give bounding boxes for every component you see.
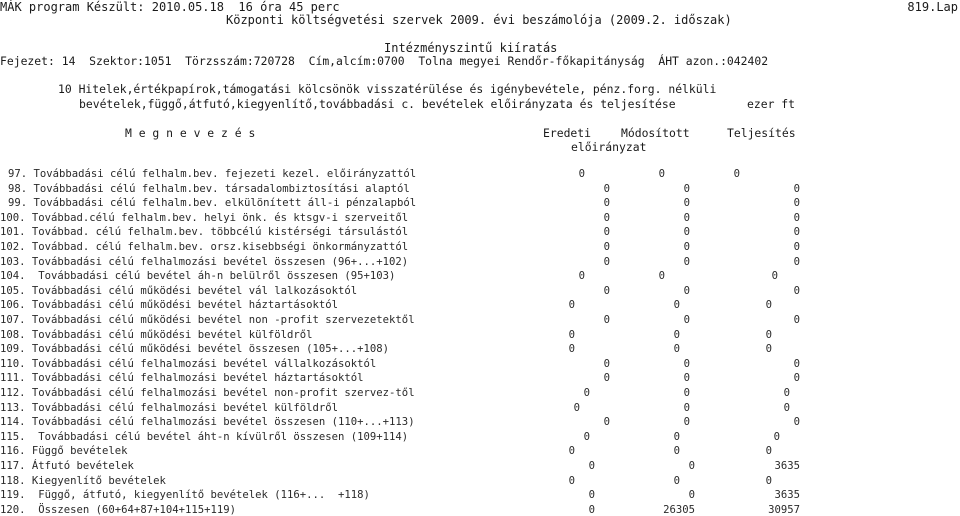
row-modified-value: 0 [683, 255, 690, 268]
row-performance-value: 30957 [768, 503, 800, 516]
table-row [0, 460, 960, 472]
identifiers-line: Fejezet: 14 Szektor:1051 Törzsszám:720728 Cím,alcím:0700 Tolna megyei Rendőr-főkapitányság ÁHT azon.:042402 [0, 54, 769, 68]
table-row [0, 299, 960, 311]
row-original-value: 0 [603, 226, 610, 239]
row-label: 102. Továbbad. célú felhalm.bev. orsz.kisebbségi önkormányzattól [0, 241, 409, 253]
row-original-value: 0 [588, 489, 595, 502]
table-row [0, 183, 960, 195]
table-row [0, 314, 960, 326]
page-number: 819.Lap [907, 0, 958, 14]
row-original-value: 0 [603, 255, 610, 268]
row-performance-value: 0 [765, 445, 772, 458]
row-original-value: 0 [578, 270, 585, 283]
row-label: 108. Továbbadási célú működési bevétel külföldről [0, 328, 313, 341]
row-label: 103. Továbbadási célú felhalmozási bevétel összesen (96+...+102) [0, 255, 409, 268]
row-label: 105. Továbbadási célú működési bevétel vál lalkozásoktól [0, 284, 358, 297]
row-original-value: 0 [603, 416, 610, 429]
row-performance-value: 0 [783, 387, 790, 399]
row-performance-value: 0 [765, 474, 772, 487]
table-row [0, 402, 960, 414]
row-modified-value: 0 [688, 489, 695, 502]
table-row [0, 504, 960, 516]
table-row [0, 358, 960, 370]
table-row [0, 372, 960, 384]
row-label: 115. Továbbadási célú bevétel áht-n kívülről összesen (109+114) [0, 430, 409, 443]
row-label: 116. Függő bevételek [0, 445, 128, 458]
table-row [0, 445, 960, 457]
row-performance-value: 3635 [774, 489, 800, 502]
row-label: 106. Továbbadási célú működési bevétel háztartásoktól [0, 299, 339, 312]
table-row [0, 212, 960, 224]
row-modified-value: 0 [658, 168, 665, 180]
row-modified-value: 0 [673, 430, 680, 443]
table-row [0, 431, 960, 443]
row-label: 120. Összesen (60+64+87+104+115+119) [0, 503, 236, 516]
table-row [0, 416, 960, 428]
table-row [0, 343, 960, 355]
row-original-value: 0 [603, 284, 610, 297]
row-label: 119. Függő, átfutó, kiegyenlítő bevételek (116+... +118) [0, 489, 370, 502]
row-original-value: 0 [583, 430, 590, 443]
row-original-value: 0 [568, 343, 575, 356]
row-label: 107. Továbbadási célú működési bevétel non -profit szervezetektől [0, 314, 415, 326]
row-modified-value: 0 [683, 387, 690, 399]
table-row [0, 197, 960, 209]
row-label: 98. Továbbadási célú felhalm.bev. társadalombiztosítási alaptól [8, 182, 410, 195]
row-original-value: 0 [573, 401, 580, 414]
row-original-value: 0 [583, 387, 590, 399]
table-row [0, 285, 960, 297]
row-original-value: 0 [603, 241, 610, 253]
table-title-line1: 10 Hitelek,értékpapírok,támogatási kölcsönök visszatérülése és igénybevétele, pénz.forg. nélküli [58, 82, 717, 96]
table-title-line2: bevételek,függő,átfutó,kiegyenlítő,továbbadási c. bevételek előirányzata és teljesítése [79, 97, 676, 111]
row-performance-value: 0 [793, 372, 800, 385]
row-modified-value: 0 [683, 182, 690, 195]
row-modified-value: 26305 [663, 503, 695, 516]
row-modified-value: 0 [683, 416, 690, 429]
table-row [0, 270, 960, 282]
row-performance-value: 0 [783, 401, 790, 414]
column-header-performance: Teljesítés [727, 126, 796, 140]
row-label: 110. Továbbadási célú felhalmozási bevétel vállalkozásoktól [0, 357, 377, 370]
report-subtitle: Központi költségvetési szervek 2009. évi beszámolója (2009.2. időszak) [226, 13, 732, 27]
row-performance-value: 0 [765, 299, 772, 312]
row-modified-value: 0 [683, 357, 690, 370]
row-performance-value: 0 [793, 255, 800, 268]
row-modified-value: 0 [673, 445, 680, 458]
row-original-value: 0 [588, 503, 595, 516]
row-performance-value: 0 [793, 314, 800, 326]
row-modified-value: 0 [688, 460, 695, 472]
row-performance-value: 0 [733, 168, 740, 180]
row-label: 117. Átfutó bevételek [0, 460, 134, 472]
row-modified-value: 0 [683, 226, 690, 239]
row-original-value: 0 [603, 197, 610, 210]
section-title: Intézményszintű kiíratás [384, 41, 558, 55]
row-performance-value: 0 [793, 241, 800, 253]
row-performance-value: 0 [765, 328, 772, 341]
row-performance-value: 0 [793, 197, 800, 210]
row-label: 99. Továbbadási célú felhalm.bev. elkülönített áll-i pénzalapból [8, 197, 417, 210]
row-performance-value: 0 [793, 226, 800, 239]
row-original-value: 0 [568, 299, 575, 312]
row-original-value: 0 [568, 474, 575, 487]
row-original-value: 0 [568, 445, 575, 458]
row-modified-value: 0 [673, 343, 680, 356]
row-original-value: 0 [603, 314, 610, 326]
unit-label: ezer ft [747, 97, 796, 111]
row-label: 114. Továbbadási célú felhalmozási bevétel összesen (110+...+113) [0, 416, 415, 429]
row-performance-value: 0 [773, 430, 780, 443]
table-row [0, 489, 960, 501]
table-row [0, 475, 960, 487]
column-header-original: Eredeti [543, 126, 592, 140]
row-label: 100. Továbbad.célú felhalm.bev. helyi önk. és ktsgv-i szerveitől [0, 211, 409, 224]
row-modified-value: 0 [683, 197, 690, 210]
table-row [0, 241, 960, 253]
row-performance-value: 0 [793, 182, 800, 195]
row-modified-value: 0 [658, 270, 665, 283]
row-original-value: 0 [578, 168, 585, 180]
row-modified-value: 0 [683, 284, 690, 297]
row-modified-value: 0 [673, 328, 680, 341]
row-modified-value: 0 [683, 241, 690, 253]
table-row [0, 329, 960, 341]
row-label: 109. Továbbadási célú működési bevétel összesen (105+...+108) [0, 343, 390, 356]
report-meta: MÁK program Készült: 2010.05.18 16 óra 45 perc [0, 0, 340, 14]
row-original-value: 0 [568, 328, 575, 341]
row-modified-value: 0 [683, 314, 690, 326]
table-row [0, 387, 960, 399]
row-original-value: 0 [603, 372, 610, 385]
row-label: 112. Továbbadási célú felhalmozási bevétel non-profit szervez-től [0, 387, 415, 399]
row-performance-value: 0 [793, 357, 800, 370]
table-row [0, 168, 960, 180]
row-label: 104. Továbbadási célú bevétel áh-n belülről összesen (95+103) [0, 270, 396, 283]
row-label: 118. Kiegyenlítő bevételek [0, 474, 166, 487]
row-label: 111. Továbbadási célú felhalmozási bevétel háztartásoktól [0, 372, 364, 385]
row-performance-value: 0 [765, 343, 772, 356]
row-performance-value: 0 [793, 284, 800, 297]
row-performance-value: 0 [793, 416, 800, 429]
row-modified-value: 0 [683, 372, 690, 385]
row-original-value: 0 [603, 211, 610, 224]
column-header-name: M e g n e v e z é s [125, 126, 256, 140]
row-performance-value: 0 [793, 211, 800, 224]
row-modified-value: 0 [683, 401, 690, 414]
row-modified-value: 0 [683, 211, 690, 224]
table-row [0, 256, 960, 268]
row-modified-value: 0 [673, 474, 680, 487]
row-label: 113. Továbbadási célú felhalmozási bevétel külföldről [0, 401, 339, 414]
row-original-value: 0 [603, 357, 610, 370]
row-original-value: 0 [588, 460, 595, 472]
row-label: 101. Továbbad. célú felhalm.bev. többcélú kistérségi társulástól [0, 226, 409, 239]
row-label: 97. Továbbadási célú felhalm.bev. fejezeti kezel. előirányzattól [8, 168, 417, 180]
row-performance-value: 3635 [774, 460, 800, 472]
row-original-value: 0 [603, 182, 610, 195]
column-header-modified: Módosított [621, 126, 690, 140]
table-row [0, 226, 960, 238]
row-performance-value: 0 [771, 270, 778, 283]
row-modified-value: 0 [673, 299, 680, 312]
column-header-original-sub: előirányzat [571, 140, 647, 154]
